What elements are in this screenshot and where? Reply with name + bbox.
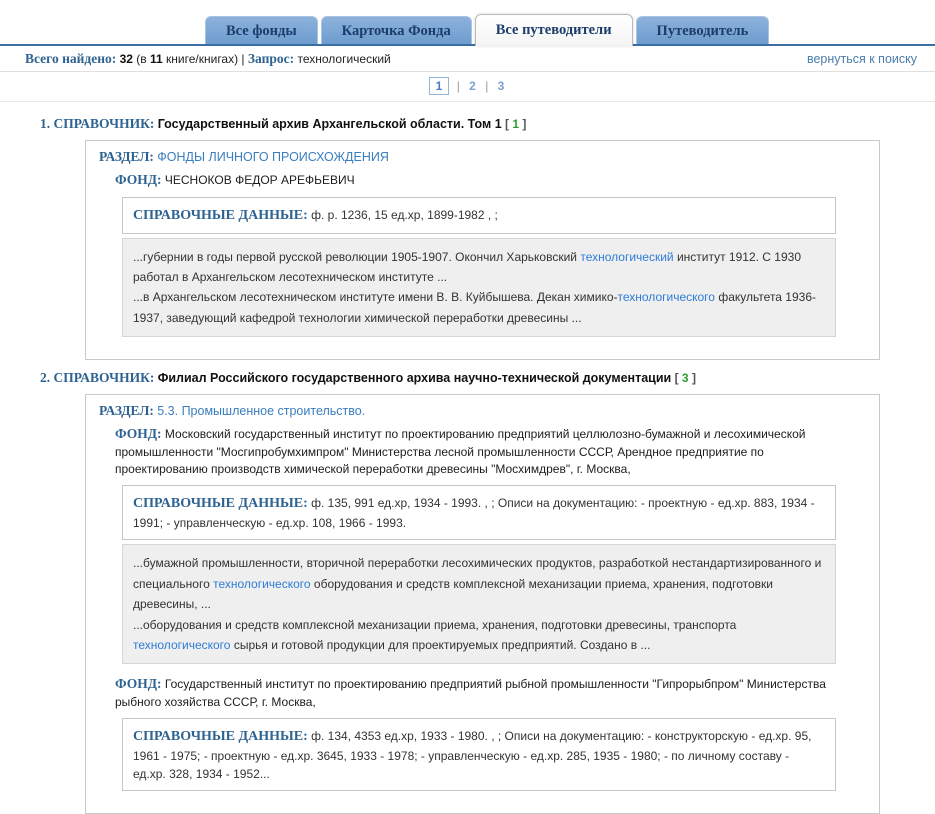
fond-block	[115, 674, 869, 791]
tab-all-guides[interactable]: Все путеводители	[475, 14, 633, 46]
highlighted-search-term: технологического	[617, 290, 715, 305]
fond-name: ЧЕСНОКОВ ФЕДОР АРЕФЬЕВИЧ	[164, 173, 355, 187]
fond-row	[115, 424, 869, 478]
spravochnik-label: СПРАВОЧНИК:	[53, 116, 155, 131]
reference-data-value: ф. 135, 991 ед.хр, 1934 - 1993. , ; Описи на документацию: - проектную - ед.хр. 883, 1934 - 1991; - управленческую - ед.хр. 108, 1966 - 1993.	[133, 496, 815, 531]
results-summary-row	[0, 46, 935, 72]
section-link[interactable]: 5.3. Промышленное строительство.	[157, 404, 366, 419]
query-label: Запрос:	[247, 50, 295, 66]
excerpt-snippet: ...губернии в годы первой русской революции 1905-1907. Окончил Харьковский технологический институт 1912. С 1930 работал в Архангельском лесотехническом институте ...	[133, 249, 801, 284]
query-value: технологический	[297, 51, 391, 66]
razdel-label: РАЗДЕЛ:	[99, 403, 154, 419]
tab-all-fonds[interactable]: Все фонды	[205, 16, 318, 46]
bracket-open: [	[505, 117, 509, 131]
fond-row	[115, 674, 869, 711]
bracket-close: ]	[691, 371, 696, 386]
hit-count[interactable]: 3	[681, 371, 689, 386]
excerpt-snippet: ...бумажной промышленности, вторичной переработки лесохимических продуктов, разработкой нестандартизированного и специального технологического оборудования и средств комплексной механизации приема, хранения, подготовки древесины, ...	[133, 556, 822, 612]
spravochnik-label: СПРАВОЧНИК:	[53, 370, 155, 386]
tab-fond-card[interactable]: Карточка Фонда	[321, 16, 472, 46]
reference-data-label: СПРАВОЧНЫЕ ДАННЫЕ:	[133, 496, 308, 512]
section-row	[99, 403, 869, 419]
section-link[interactable]: ФОНДЫ ЛИЧНОГО ПРОИСХОЖДЕНИЯ	[157, 150, 389, 164]
highlighted-search-term: технологический	[580, 249, 674, 264]
fond-label: ФОНД:	[115, 172, 162, 187]
section-row	[99, 149, 869, 165]
razdel-label: РАЗДЕЛ:	[99, 149, 154, 164]
result-number: 1.	[40, 116, 51, 131]
found-label: Всего найдено:	[25, 50, 117, 66]
bracket-close: ]	[522, 117, 527, 131]
page-3-link[interactable]: 3	[497, 79, 505, 93]
pagination-separator: |	[485, 79, 489, 93]
highlighted-search-term: технологического	[213, 576, 311, 591]
result-item-1	[40, 116, 935, 360]
fond-label: ФОНД:	[115, 676, 162, 692]
reference-data-value: ф. 134, 4353 ед.хр, 1933 - 1980. , ; Описи на документацию: - конструкторскую - ед.хр. 95, 1961 - 1975; - проектную - ед.хр. 3645, 1933 - 1978; - управленческую - ед.хр. 285, 1935 - 1980; - по личному составу - ед.хр. 328, 1934 - 1952...	[133, 729, 812, 782]
bracket-open: [	[674, 371, 679, 386]
spravochnik-title: Государственный архив Архангельской области. Том 1	[157, 117, 502, 131]
result-heading	[40, 116, 935, 132]
reference-data-label: СПРАВОЧНЫЕ ДАННЫЕ:	[133, 729, 308, 745]
fond-block	[115, 170, 869, 337]
result-heading	[40, 370, 935, 386]
excerpt-box	[122, 238, 836, 338]
books-suffix: книге/книгах) |	[166, 51, 245, 66]
tab-guide[interactable]: Путеводитель	[636, 16, 770, 46]
result-box	[85, 394, 880, 814]
books-prefix: (в	[136, 51, 147, 66]
fond-label: ФОНД:	[115, 426, 162, 442]
reference-data-box	[122, 718, 836, 791]
page-1-current[interactable]: 1	[429, 77, 450, 95]
hit-count[interactable]: 1	[512, 117, 520, 131]
result-number: 2.	[40, 370, 51, 386]
excerpt-box	[122, 544, 836, 664]
excerpt-snippet: ...в Архангельском лесотехническом институте имени В. В. Куйбышева. Декан химико-технологического факультета 1936-1937, заведующий кафедрой технологии химической переработки древесины ...	[133, 290, 816, 325]
tab-underline	[0, 44, 935, 46]
result-box	[85, 140, 880, 360]
reference-data-box	[122, 197, 836, 234]
reference-data-label: СПРАВОЧНЫЕ ДАННЫЕ:	[133, 207, 308, 223]
spravochnik-title: Филиал Российского государственного архива научно-технической документации	[157, 371, 672, 386]
fond-name: Государственный институт по проектированию предприятий рыбной промышленности "Гипрорыбпром" Министерства рыбного хозяйства СССР, г. Москва,	[115, 677, 826, 709]
fond-block	[115, 424, 869, 664]
pagination	[0, 72, 935, 102]
books-count: 11	[150, 51, 163, 66]
reference-data-value: ф. р. 1236, 15 ед.хр, 1899-1982 , ;	[311, 207, 498, 222]
pagination-separator: |	[456, 79, 460, 93]
back-to-search-link[interactable]: вернуться к поиску	[806, 51, 917, 66]
results-summary	[25, 51, 391, 67]
fond-row	[115, 170, 869, 190]
tab-bar	[0, 0, 935, 46]
result-item-2	[40, 370, 935, 814]
fond-name: Московский государственный институт по проектированию предприятий целлюлозно-бумажной и лесохимической промышленности "Мосгипробумхимпром" Министерства лесной промышленности СССР, Арендное предприятие по проектированию производств химической переработки древесины "Мосхимдрев", г. Москва,	[115, 427, 806, 477]
highlighted-search-term: технологического	[133, 638, 231, 653]
reference-data-box	[122, 485, 836, 540]
found-count: 32	[119, 51, 133, 66]
excerpt-snippet: ...оборудования и средств комплексной механизации приема, хранения, подготовки древесины, транспорта технологического сырья и готовой продукции для проектируемых предприятий. Создано в ...	[133, 617, 737, 653]
results-list	[0, 102, 935, 814]
page-2-link[interactable]: 2	[469, 79, 476, 93]
